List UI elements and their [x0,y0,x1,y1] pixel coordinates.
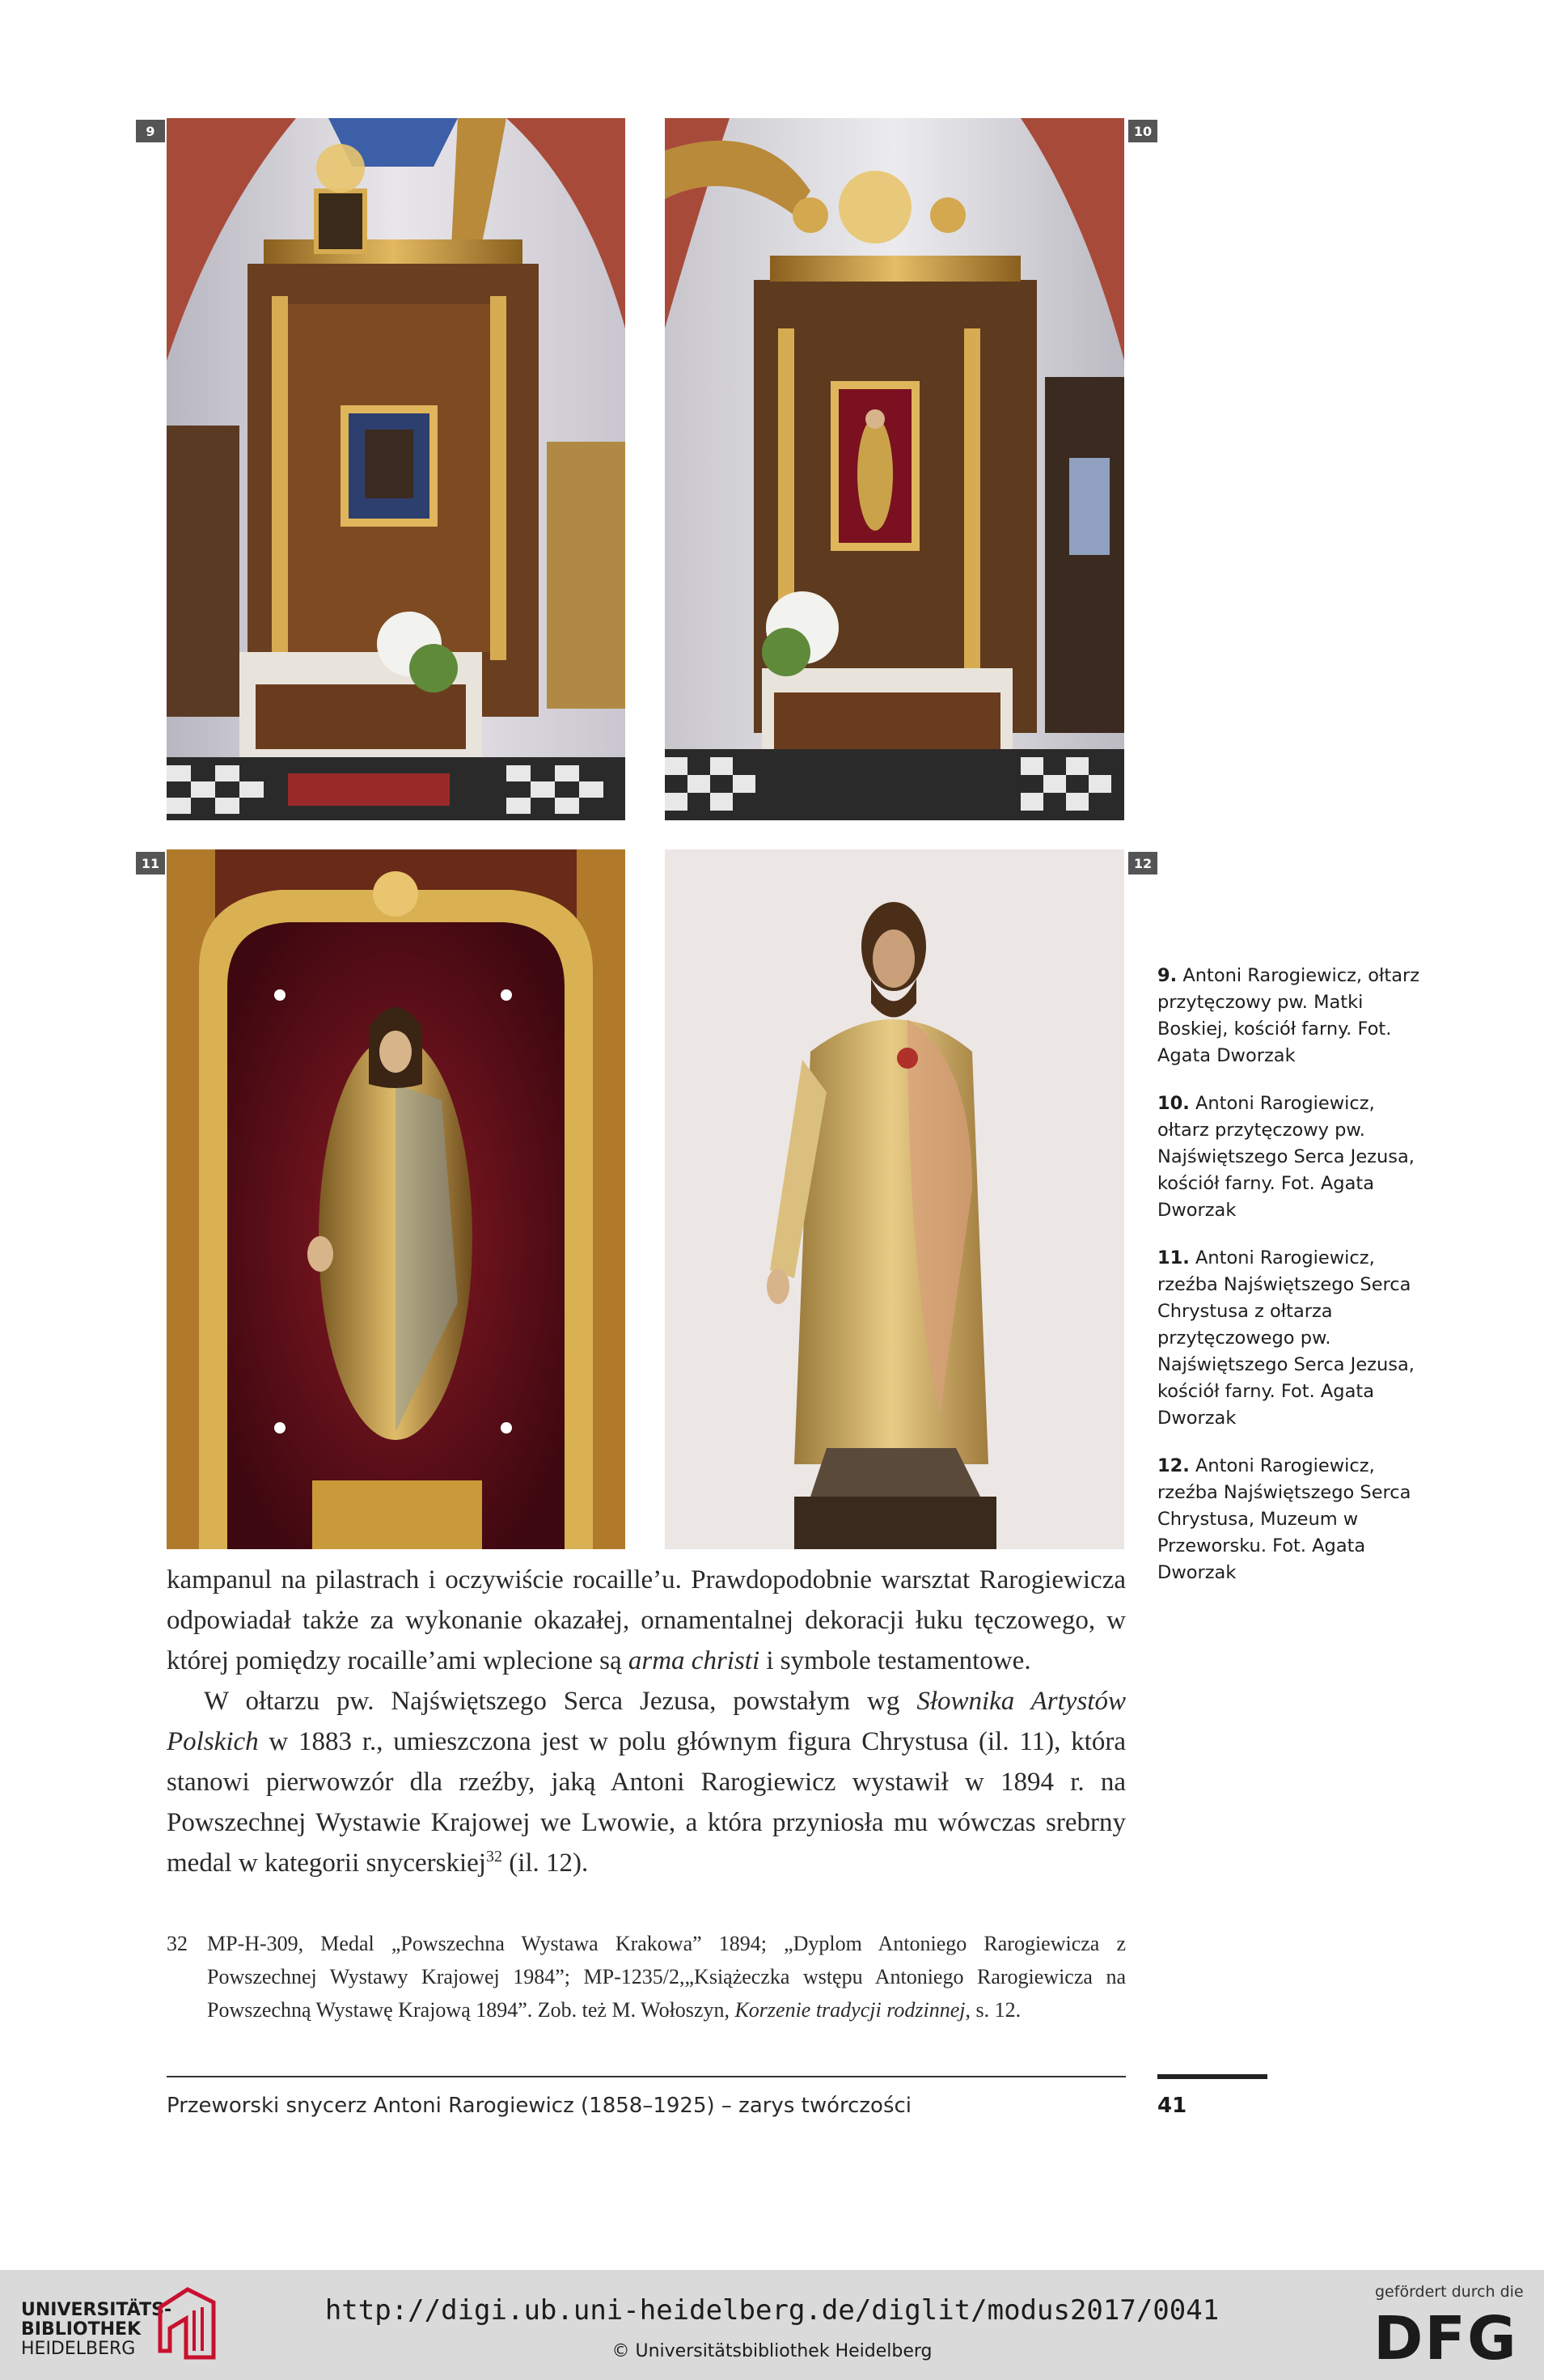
running-head-title: Przeworski snycerz Antoni Rarogiewicz (1858–1925) – zarys twórczości [167,2094,912,2118]
page-number-rule [1157,2074,1267,2079]
funder-note: gefördert durch die [1375,2283,1524,2301]
paragraph-1: kampanul na pilastrach i oczywiście rocaille’u. Prawdopodobnie warsztat Rarogiewicza odpowiadał także za wykonanie okazałej, ornamentalnej dekoracji łuku tęczowego, w której pomiędzy rocaille’ami wplecione są arma christi i symbole testamentowe. [167,1565,1126,1675]
digitization-footer [0,2270,1544,2380]
photo-sacred-heart-sculpture-niche [167,849,625,1549]
figure-captions [1157,963,1424,1607]
body-text [167,1560,1126,1883]
footnote-32 [167,1927,1126,2026]
page-number: 41 [1157,2094,1187,2118]
library-name[interactable]: UNIVERSITÄTS- BIBLIOTHEK HEIDELBERG [21,2300,172,2359]
footnote-text: MP-H-309, Medal „Powszechna Wystawa Krakowa” 1894; „Dyplom Antoniego Rarogiewicza z Powszechnej Wystawy Krajowej 1984”; MP-1235/2,„Książeczka wstępu Antoniego Rarogiewicza na Powszechną Wystawę Krajową 1894”. Zob. też M. Wołoszyn, Korzenie tradycji rodzinnej, s. 12. [207,1932,1126,2022]
photo-altar-sacred-heart [665,118,1124,820]
figure-number-11: 11 [136,852,165,875]
copyright-notice: © Universitätsbibliothek Heidelberg [611,2341,933,2361]
figure-number-10: 10 [1128,120,1157,142]
photo-sacred-heart-sculpture-museum [665,849,1124,1549]
caption-9: 9. Antoni Rarogiewicz, ołtarz przytęczowy pw. Matki Boskiej, kościół farny. Fot. Agata Dworzak [1157,965,1420,1066]
caption-12: 12. Antoni Rarogiewicz, rzeźba Najświętszego Serca Chrystusa, Muzeum w Przeworsku. Fot. Agata Dworzak [1157,1455,1411,1583]
paragraph-2: W ołtarzu pw. Najświętszego Serca Jezusa, powstałym wg Słownika Artystów Polskich w 1883 r., umieszczona jest w polu głównym figura Chrystusa (il. 11), która stanowi pierwowzór dla rzeźby, jaką Antoni Rarogiewicz wystawił w 1894 r. na Powszechnej Wystawie Krajowej we Lwowie, a która przyniosła mu wówczas srebrny medal w kategorii snycerskiej$^{32}$ (il. 12). [167,1687,1126,1878]
dfg-logo[interactable]: DFG [1373,2304,1518,2374]
footnote-ref-32[interactable]: 32 [485,1848,502,1865]
figure-number-9: 9 [136,120,165,142]
footer-rule [167,2076,1126,2077]
footnote-number: 32 [167,1932,188,1955]
figure-number-12: 12 [1128,852,1157,875]
caption-11: 11. Antoni Rarogiewicz, rzeźba Najświętszego Serca Chrystusa z ołtarza przytęczowego pw. Najświętszego Serca Jezusa, kościół farny. Fot. Agata Dworzak [1157,1247,1415,1429]
permalink-url[interactable]: http://digi.ub.uni-heidelberg.de/diglit/modus2017/0041 [324,2294,1220,2327]
photo-altar-our-lady [167,118,625,820]
caption-10: 10. Antoni Rarogiewicz, ołtarz przytęczowy pw. Najświętszego Serca Jezusa, kościół farny. Fot. Agata Dworzak [1157,1093,1415,1221]
